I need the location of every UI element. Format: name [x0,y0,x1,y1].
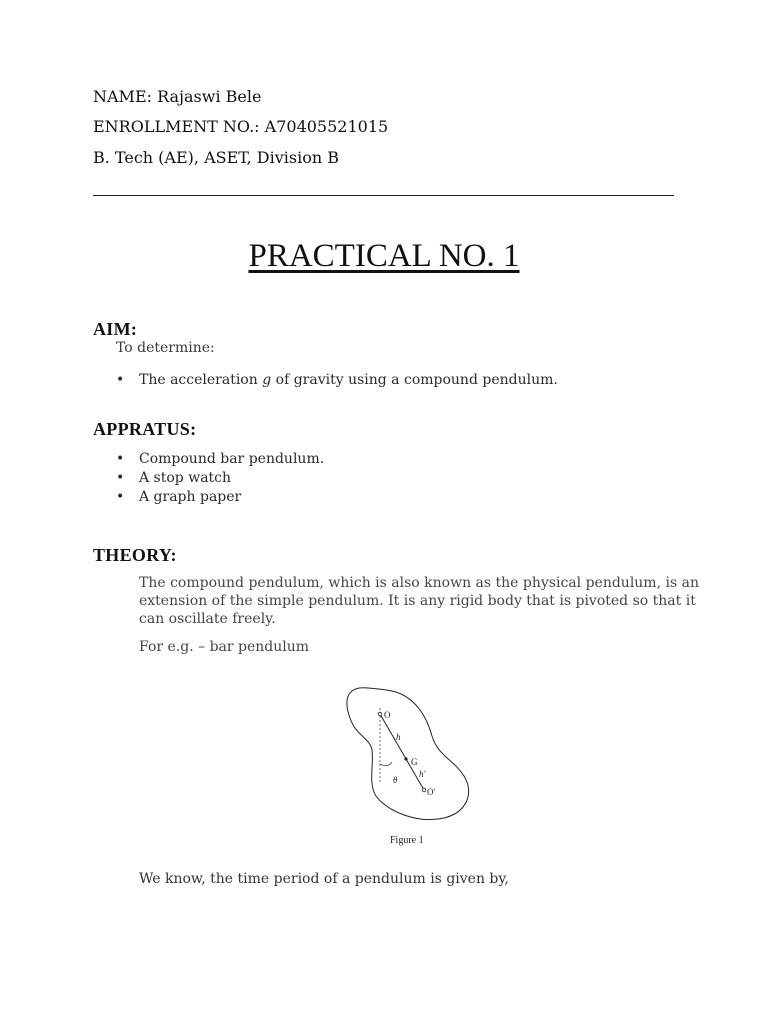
bullet-icon: • [116,489,125,505]
aim-intro: To determine: [116,340,215,356]
aim-heading: AIM: [93,319,138,339]
gravity-variable: g [262,372,272,388]
figure-caption: Figure 1 [390,835,424,846]
theory-closing: We know, the time period of a pendulum is given by, [139,871,509,887]
center-of-gravity-point [404,757,407,760]
enrollment-number: ENROLLMENT NO.: A70405521015 [93,117,389,136]
label-theta: θ [393,775,398,785]
label-h: h [396,732,401,742]
pivot-point-o-prime [422,788,426,792]
pendulum-axis-line [380,714,424,790]
header-divider [93,195,674,196]
document-page: NAME: Rajaswi Bele ENROLLMENT NO.: A70405521015 B. Tech (AE), ASET, Division B PRACTICAL NO. 1 AIM: To determine: • The acceleration g of gravity using a compound pendulum. APPRATUS: • Compound bar pendulum. • A stop watch • A graph paper THEORY: The compound pendulum, which is also known as the physical pendulum, is an extension of the simple pendulum. It is any rigid body that is pivoted so that it can oscillate freely. For e.g. – bar pendulum O h G h' θ O' Figure 1 We know, the time period of a pendulum is given by, [0,0,768,1024]
bullet-icon: • [116,372,125,388]
label-h-prime: h' [419,769,426,779]
course-division: B. Tech (AE), ASET, Division B [93,148,339,167]
page-title: PRACTICAL NO. 1 [248,238,520,274]
theta-angle-arc [380,762,392,766]
pivot-point-o [378,712,382,716]
theory-heading: THEORY: [93,545,177,565]
apparatus-heading: APPRATUS: [93,419,197,439]
theory-paragraph: The compound pendulum, which is also known as the physical pendulum, is an extension of the simple pendulum. It is any rigid body that is pivoted so that it can oscillate freely. [139,575,699,627]
rigid-body-outline [347,688,469,820]
label-g: G [411,757,418,767]
label-o-prime: O' [427,787,436,797]
aim-bullet-text: The acceleration g of gravity using a compound pendulum. [139,372,558,388]
theory-example: For e.g. – bar pendulum [139,639,310,655]
bullet-icon: • [116,451,125,467]
student-name: NAME: Rajaswi Bele [93,87,262,106]
label-o: O [384,710,391,720]
bullet-icon: • [116,470,125,486]
compound-pendulum-figure [340,684,480,854]
